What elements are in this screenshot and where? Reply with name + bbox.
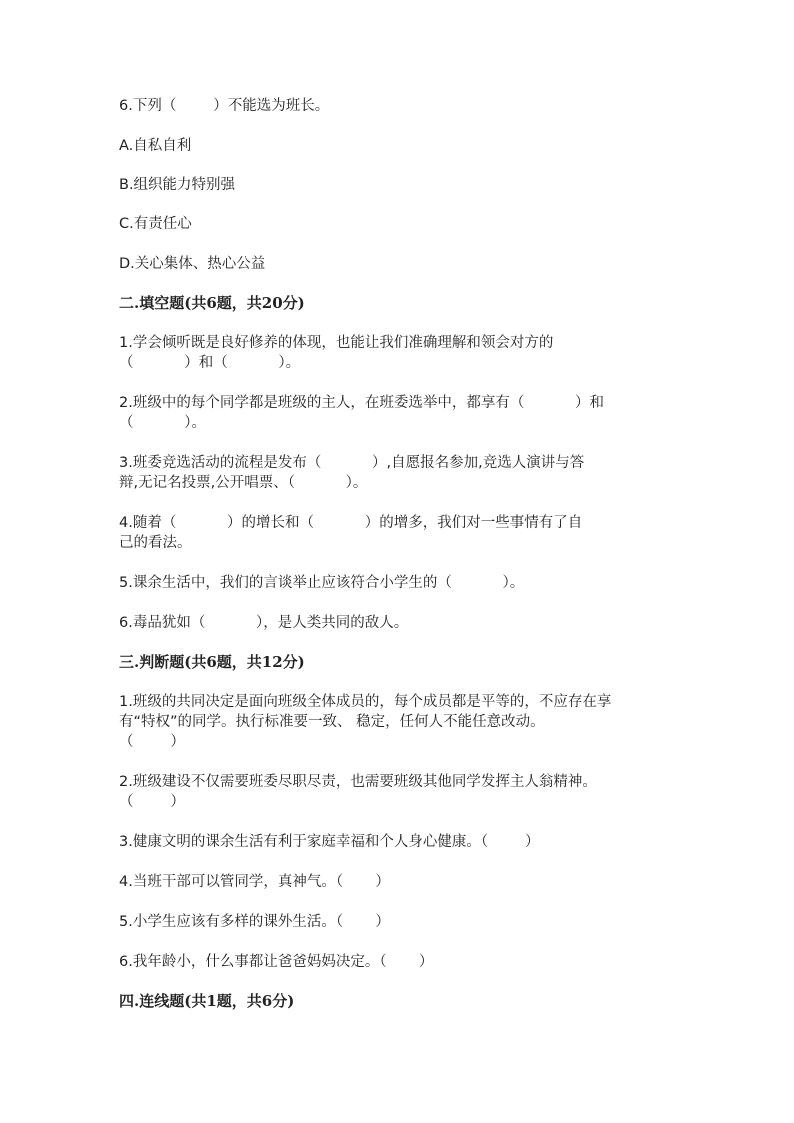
- judge-q1-line2: 有“特权”的同学。执行标准要一致、 稳定，任何人不能任意改动。: [119, 714, 545, 730]
- fill-q4-line1: 4.随着（ ）的增长和（ ）的增多，我们对一些事情有了自: [119, 515, 583, 531]
- fill-q1-line1: 1.学会倾听既是良好修养的体现，也能让我们准确理解和领会对方的: [119, 335, 554, 351]
- option-a: A.自私自利: [119, 138, 192, 154]
- judge-q3-line1: 3.健康文明的课余生活有利于家庭幸福和个人身心健康。（ ）: [119, 834, 540, 850]
- option-b: B.组织能力特别强: [119, 177, 236, 193]
- judge-q1-line3: （ ）: [119, 734, 185, 750]
- judge-q4-line1: 4.当班干部可以管同学，真神气。（ ）: [119, 874, 390, 890]
- fill-q2-line2: （ ）。: [119, 415, 206, 431]
- judge-q5-line1: 5.小学生应该有多样的课外生活。（ ）: [119, 914, 390, 930]
- fill-q1-line2: （ ）和（ ）。: [119, 355, 301, 371]
- fill-q6-line1: 6.毒品犹如（ ），是人类共同的敌人。: [119, 615, 409, 631]
- fill-q2-line1: 2.班级中的每个同学都是班级的主人，在班委选举中，都享有（ ）和: [119, 395, 605, 411]
- judge-q1-line1: 1.班级的共同决定是面向班级全体成员的，每个成员都是平等的，不应存在享: [119, 694, 612, 710]
- fill-q3-line2: 辩,无记名投票,公开唱票、（ ）。: [119, 475, 368, 491]
- judge-q6-line1: 6.我年龄小，什么事都让爸爸妈妈决定。（ ）: [119, 954, 434, 970]
- judge-q2-line2: （ ）: [119, 794, 185, 810]
- question-6-stem: 6.下列（ ）不能选为班长。: [119, 98, 330, 114]
- section-4-heading: 四.连线题(共1题，共6分): [119, 992, 295, 1010]
- option-d: D.关心集体、热心公益: [119, 256, 266, 272]
- judge-q2-line1: 2.班级建设不仅需要班委尽职尽责，也需要班级其他同学发挥主人翁精神。: [119, 774, 597, 790]
- option-c: C.有责任心: [119, 216, 192, 232]
- section-2-heading: 二.填空题(共6题，共20分): [119, 294, 305, 312]
- fill-q4-line2: 己的看法。: [119, 535, 192, 551]
- fill-q5-line1: 5.课余生活中，我们的言谈举止应该符合小学生的（ ）。: [119, 575, 525, 591]
- fill-q3-line1: 3.班委竞选活动的流程是发布（ ）,自愿报名参加,竞选人演讲与答: [119, 455, 585, 471]
- section-3-heading: 三.判断题(共6题，共12分): [119, 653, 305, 671]
